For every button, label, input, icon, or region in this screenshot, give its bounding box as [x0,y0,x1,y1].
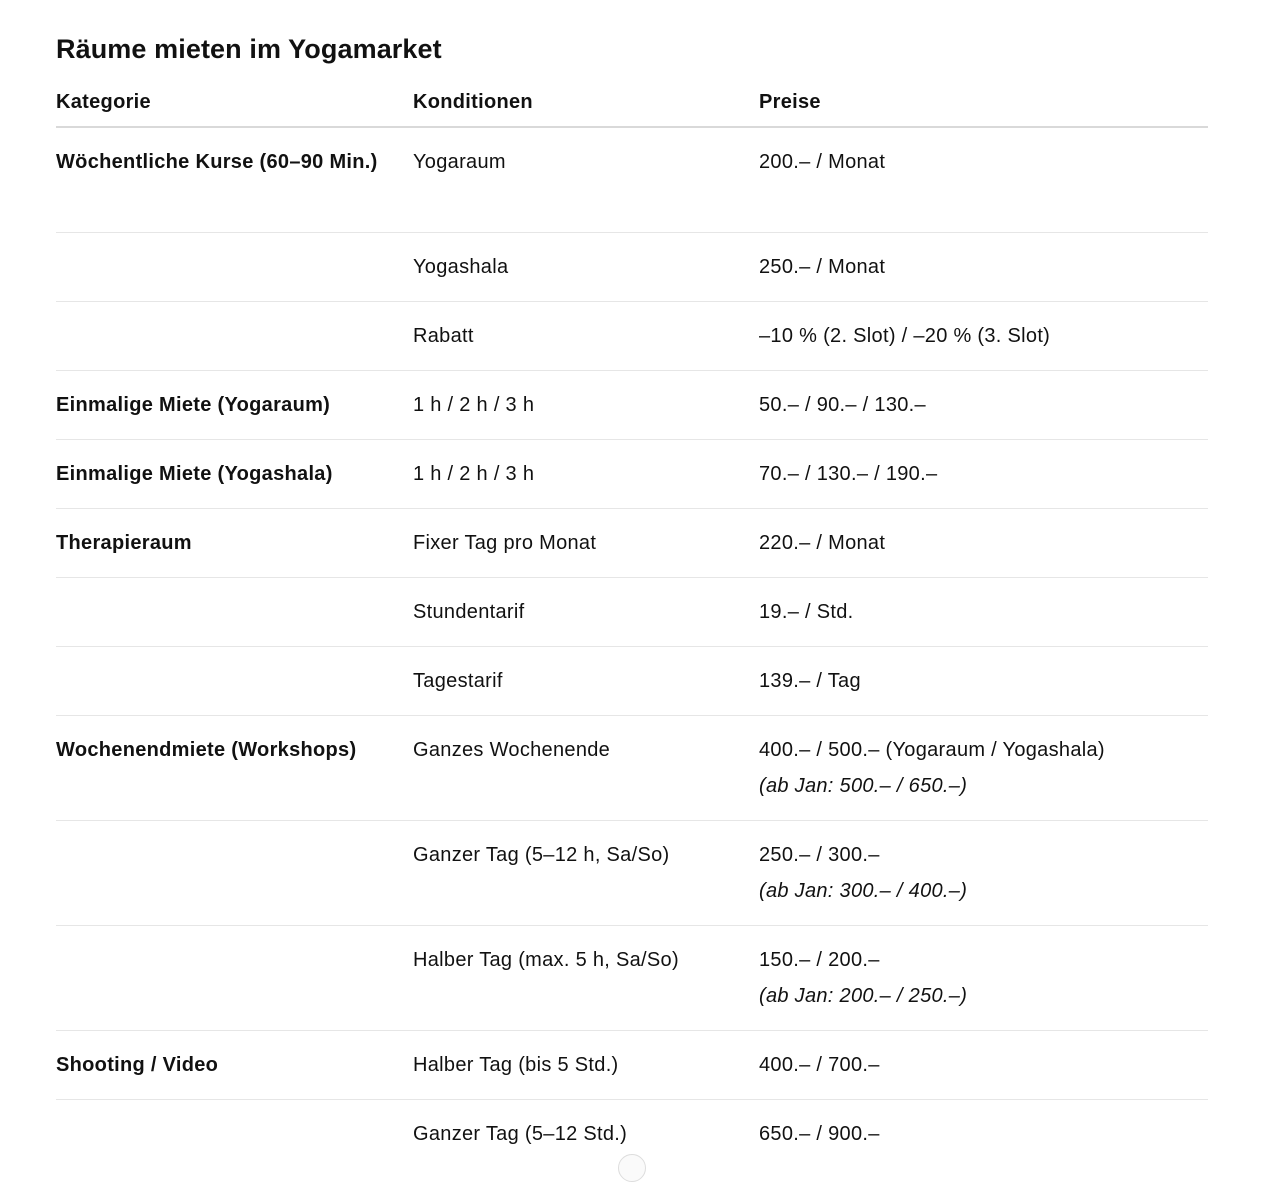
table-row [56,302,1208,371]
row-price [759,1031,1208,1100]
row-category [56,926,413,1031]
row-price [759,233,1208,302]
row-price [759,371,1208,440]
table-row [56,233,1208,302]
price-value: 400.– / 500.– (Yogaraum / Yogashala) [759,739,1105,761]
price-value: 250.– / 300.– [759,844,880,866]
row-condition: Rabatt [413,302,759,371]
table-row [56,127,1208,233]
row-price [759,509,1208,578]
row-price [759,302,1208,371]
row-condition: Yogaraum [413,127,759,233]
price-value: 200.– / Monat [759,151,886,173]
row-category: Therapieraum [56,509,413,578]
row-price [759,647,1208,716]
price-note: (ab Jan: 200.– / 250.–) [759,985,968,1007]
table-row [56,821,1208,926]
price-value: 150.– / 200.– [759,949,880,971]
row-category [56,578,413,647]
row-price [759,127,1208,233]
header-category: Kategorie [56,86,413,127]
row-category: Einmalige Miete (Yogaraum) [56,371,413,440]
table-row [56,440,1208,509]
header-prices: Preise [759,86,1208,127]
price-value: 650.– / 900.– [759,1123,880,1145]
price-value: 250.– / Monat [759,256,886,278]
price-value: 19.– / Std. [759,601,854,623]
table-row [56,647,1208,716]
row-category: Wochenendmiete (Workshops) [56,716,413,821]
table-row [56,926,1208,1031]
table-header-row [56,86,1208,127]
row-condition: Ganzer Tag (5–12 Std.) [413,1123,628,1145]
row-price [759,821,1208,926]
row-condition: Ganzes Wochenende [413,716,759,821]
row-price [759,716,1208,821]
table-row [56,509,1208,578]
row-category [56,821,413,926]
row-price [759,926,1208,1031]
pricing-table [56,86,1208,1168]
row-category: Einmalige Miete (Yogashala) [56,440,413,509]
row-condition: Tagestarif [413,647,759,716]
row-price [759,578,1208,647]
page-title: Räume mieten im Yogamarket [56,34,442,64]
price-value: 139.– / Tag [759,670,861,692]
row-category [56,1100,413,1169]
table-row [56,1031,1208,1100]
price-value: –10 % (2. Slot) / –20 % (3. Slot) [759,325,1051,347]
price-value: 400.– / 700.– [759,1054,880,1076]
price-value: 70.– / 130.– / 190.– [759,463,938,485]
table-row [56,578,1208,647]
table-row [56,371,1208,440]
row-condition: Halber Tag (max. 5 h, Sa/So) [413,926,759,1031]
row-category: Shooting / Video [56,1031,413,1100]
row-category [56,233,413,302]
row-category [56,302,413,371]
row-category [56,647,413,716]
row-condition: 1 h / 2 h / 3 h [413,371,759,440]
price-note: (ab Jan: 300.– / 400.–) [759,880,968,902]
price-value: 220.– / Monat [759,532,886,554]
row-condition: Fixer Tag pro Monat [413,509,759,578]
row-condition: Yogashala [413,233,759,302]
header-conditions: Konditionen [413,86,759,127]
price-note: (ab Jan: 500.– / 650.–) [759,775,968,797]
price-value: 50.– / 90.– / 130.– [759,394,926,416]
row-category: Wöchentliche Kurse (60–90 Min.) [56,127,413,233]
row-price [759,1100,1208,1169]
row-condition: Stundentarif [413,578,759,647]
row-price [759,440,1208,509]
row-condition: 1 h / 2 h / 3 h [413,440,759,509]
row-condition: Halber Tag (bis 5 Std.) [413,1031,759,1100]
row-condition: Ganzer Tag (5–12 h, Sa/So) [413,821,759,926]
scroll-indicator-icon[interactable] [618,1154,646,1182]
table-row [56,716,1208,821]
